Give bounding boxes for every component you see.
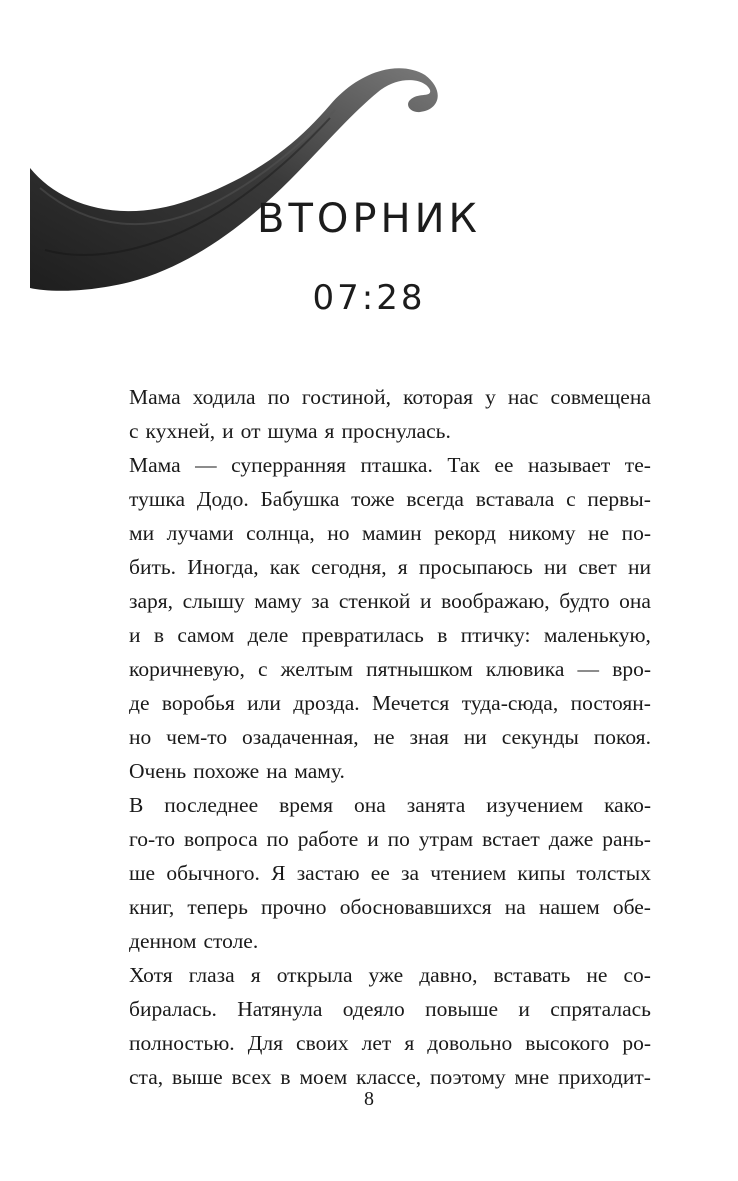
text-line: коричневую, с желтым пятнышком клювика — вро-: [129, 657, 651, 681]
text-line: с кухней, и от шума я проснулась.: [129, 419, 451, 443]
text-line: книг, теперь прочно обосновавшихся на нашем обе-: [129, 895, 651, 919]
text-line: Хотя глаза я открыла уже давно, вставать не со-: [129, 963, 651, 987]
paragraph: [129, 380, 651, 448]
text-line: биралась. Натянула одеяло повыше и спряталась: [129, 997, 651, 1021]
page-number: 8: [364, 1088, 374, 1110]
text-line: го-то вопроса по работе и по утрам встает даже рань-: [129, 827, 651, 851]
text-line: ста, выше всех в моем классе, поэтому мне приходит-: [129, 1065, 651, 1089]
text-line: бить. Иногда, как сегодня, я просыпаюсь ни свет ни: [129, 555, 651, 579]
text-line: тушка Додо. Бабушка тоже всегда вставала с первы-: [129, 487, 651, 511]
text-line: де воробья или дрозда. Мечется туда-сюда, постоян-: [129, 691, 651, 715]
paragraph: [129, 448, 651, 788]
text-line: и в самом деле превратилась в птичку: маленькую,: [129, 623, 651, 647]
text-line: заря, слышу маму за стенкой и воображаю, будто она: [129, 589, 651, 613]
text-line: В последнее время она занята изучением како-: [129, 793, 651, 817]
text-line: денном столе.: [129, 929, 259, 953]
paragraph: [129, 788, 651, 958]
text-line: ми лучами солнца, но мамин рекорд никому не по-: [129, 521, 651, 545]
text-line: полностью. Для своих лет я довольно высокого ро-: [129, 1031, 651, 1055]
body-text: [129, 380, 651, 1094]
tentacle-illustration: [0, 0, 480, 300]
text-line: ше обычного. Я застаю ее за чтением кипы толстых: [129, 861, 651, 885]
text-line: Мама — суперранняя пташка. Так ее называет те-: [129, 453, 651, 477]
text-line: но чем-то озадаченная, не зная ни секунды покоя.: [129, 725, 651, 749]
chapter-time: 07:28: [312, 278, 426, 318]
text-line: Мама ходила по гостиной, которая у нас совмещена: [129, 385, 651, 409]
chapter-title: ВТОРНИК: [257, 196, 481, 242]
text-line: Очень похоже на маму.: [129, 759, 345, 783]
paragraph: [129, 958, 651, 1094]
